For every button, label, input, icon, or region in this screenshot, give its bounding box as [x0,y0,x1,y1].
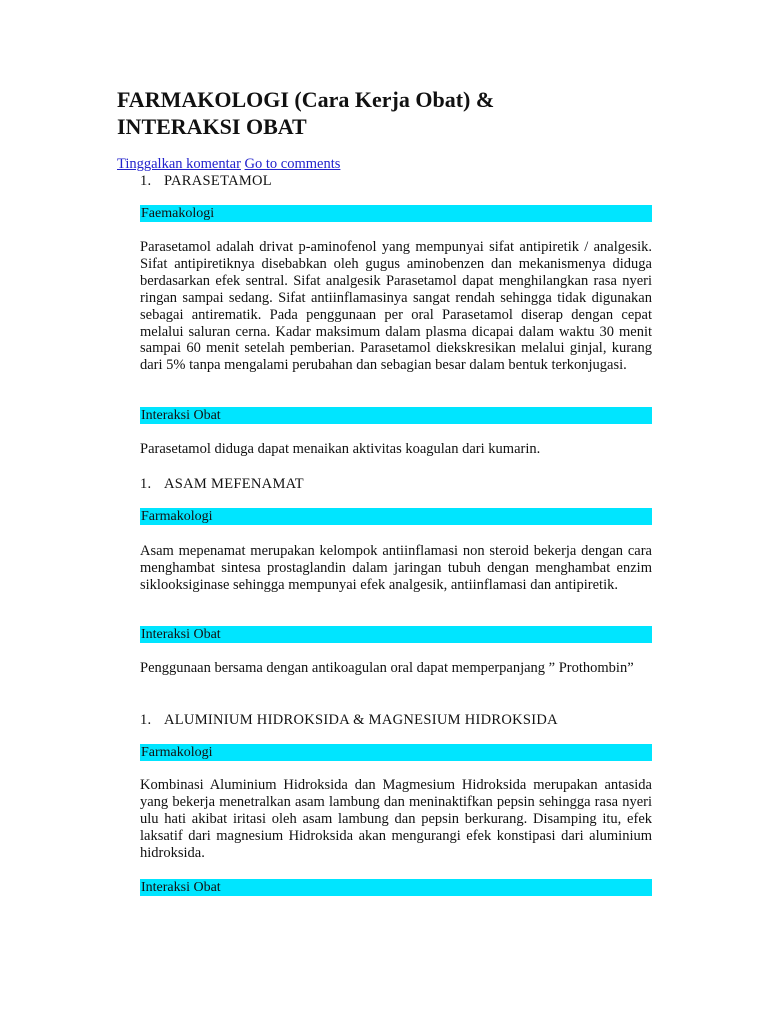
pharmacology-label-band [140,205,652,222]
pharmacology-paragraph: Parasetamol adalah drivat p-aminofenol yang mempunyai sifat antipiretik / analgesik. Sifat antipiretiknya disebabkan oleh gugus aminobenzen dan mekanismenya diduga berdasarkan efek sentral. Sifat analgesik Parasetamol dapat menghilangkan rasa nyeri ringan sampai sedang. Sifat antiinflamasinya sangat rendah sehingga tidak digunakan sebagai antirematik. Pada penggunaan per oral Parasetamol diserap dengan cepat melalui saluran cerna. Kadar maksimum dalam plasma dicapai dalam waktu 30 menit sampai 60 menit setelah pemberian. Parasetamol diekskresikan melalui ginjal, kurang dari 5% tanpa mengalami perubahan dan sebagian besar dalam bentuk terkonjugasi. [140,239,652,374]
section-heading-aluminium-magnesium [140,711,652,729]
pharmacology-label-band [140,744,652,761]
page-title: FARMAKOLOGI (Cara Kerja Obat) & INTERAKSI OBAT [117,87,495,139]
interaction-label: Interaksi Obat [141,408,221,423]
section-number: 1. [140,173,152,189]
comment-links [117,155,340,173]
leave-comment-link[interactable]: Tinggalkan komentar [117,156,241,172]
section-number: 1. [140,476,152,492]
section-heading-parasetamol [140,172,652,190]
go-to-comments-link[interactable]: Go to comments [244,156,341,172]
interaction-label: Interaksi Obat [141,880,221,895]
section-heading-text: PARASETAMOL [164,173,272,189]
pharmacology-label: Faemakologi [141,206,215,221]
pharmacology-label: Farmakologi [141,509,213,524]
interaction-paragraph: Penggunaan bersama dengan antikoagulan oral dapat memperpanjang ” Prothombin” [140,660,634,676]
interaction-label-band [140,407,652,424]
interaction-label-band [140,626,652,643]
section-number: 1. [140,712,152,728]
interaction-label: Interaksi Obat [141,627,221,642]
interaction-label-band [140,879,652,896]
pharmacology-paragraph: Asam mepenamat merupakan kelompok antiinflamasi non steroid bekerja dengan cara menghambat sintesa prostaglandin dalam jaringan tubuh dengan menghambat enzim siklooksiginase sehingga mempunyai efek analgesik, antiinflamasi dan antipiretik. [140,543,652,593]
section-heading-asam-mefenamat [140,475,652,493]
pharmacology-label-band [140,508,652,525]
interaction-paragraph: Parasetamol diduga dapat menaikan aktivitas koagulan dari kumarin. [140,441,541,457]
section-heading-text: ASAM MEFENAMAT [164,476,304,492]
pharmacology-label: Farmakologi [141,745,213,760]
section-heading-text: ALUMINIUM HIDROKSIDA & MAGNESIUM HIDROKSIDA [164,712,558,728]
pharmacology-paragraph: Kombinasi Aluminium Hidroksida dan Magmesium Hidroksida merupakan antasida yang bekerja menetralkan asam lambung dan meninaktifkan pepsin sehingga rasa nyeri ulu hati akibat iritasi oleh asam lambung dan pepsin berkurang. Disamping itu, efek laksatif dari magnesium Hidroksida akan mengurangi efek konstipasi dari aluminium hidroksida. [140,777,652,861]
